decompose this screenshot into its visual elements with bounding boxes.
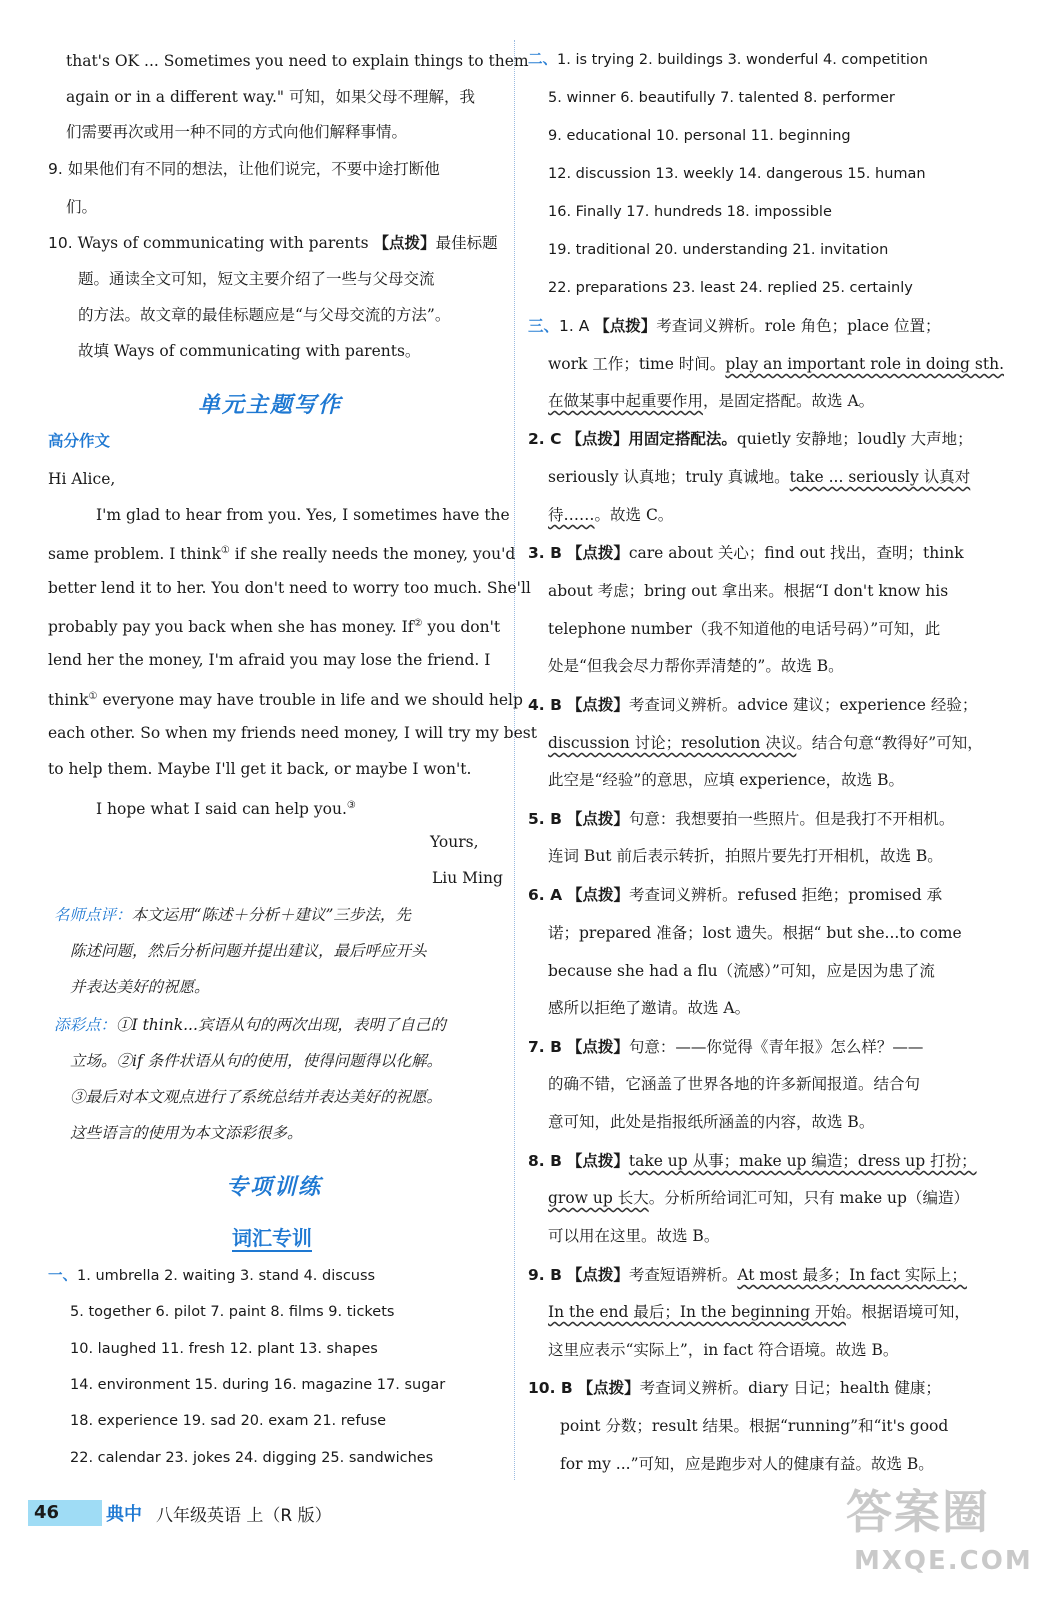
mc-answer-line: 此空是“经验”的意思，应填 experience，故选 B。 [548,771,904,789]
mc-answer-line: work 工作；time 时间。play an important role in doing sth. [548,355,1004,373]
mc-answer-line: In the end 最后；In the beginning 开始。根据语境可知， [548,1303,970,1321]
mc-answer-line: 的确不错，它涵盖了世界各地的许多新闻报道。结合句 [548,1075,921,1093]
passage-line: 们需要再次或用一种不同的方式向他们解释事情。 [66,123,408,141]
teacher-comment-line: 并表达美好的祝愿。 [70,978,210,996]
mc-answer-line: 意可知，此处是指报纸所涵盖的内容，故选 B。 [548,1113,875,1131]
essay-salutation: Hi Alice, [48,470,116,488]
section-title-writing: 单元主题写作 [198,393,343,418]
mc-answer-5: 5. B 【点拨】句意：我想要拍一些照片。但是我打不开相机。 [528,810,955,828]
vocab2-line: 5. winner 6. beautifully 7. talented 8. performer [548,90,895,106]
watermark-text: 答案圈 [846,1485,990,1539]
essay-closing: Yours, [430,833,479,851]
mc-answer-line: 连词 But 前后表示转折，拍照片要先打开相机，故选 B。 [548,847,943,865]
mc-answer-line: 处是“但我会尽力帮你弄清楚的”。故选 B。 [548,657,844,675]
vocab-line: 18. experience 19. sad 20. exam 21. refuse [70,1413,387,1429]
section-title-practice: 专项训练 [226,1175,323,1200]
essay-line: lend her the money, I'm afraid you may lose the friend. I [48,651,491,669]
mc-answer-line: 感所以拒绝了邀请。故选 A。 [548,999,751,1017]
mc-answer-line: telephone number（我不知道他的电话号码）”可知，此 [548,620,941,638]
teacher-comment: 名师点评：本文运用“陈述＋分析＋建议”三步法，先 [54,906,411,924]
highlight-comment-line: 这些语言的使用为本文添彩很多。 [70,1124,303,1142]
mc-answer-8: 8. B 【点拨】take up 从事；make up 编造；dress up 打扮； [528,1152,977,1170]
mc-answer-1: 三、1. A 【点拨】考查词义辨析。role 角色；place 位置； [528,317,941,335]
page-footer [28,1498,428,1530]
mc-answer-line: grow up 长大。分析所给词汇可知，只有 make up（编造） [548,1189,969,1207]
essay-label: 高分作文 [48,432,111,450]
vocab2-line: 19. traditional 20. understanding 21. invitation [548,242,889,258]
mc-answer-line: 待……。故选 C。 [548,506,674,524]
essay-line: each other. So when my friends need money, I will try my best [48,724,537,742]
mc-answer-line: seriously 认真地；truly 真诚地。take ... seriously 认真对 [548,468,971,486]
vocab-line: 10. laughed 11. fresh 12. plant 13. shapes [70,1341,378,1357]
essay-line: probably pay you back when she has money. If② you don't [48,618,501,637]
essay-line: I'm glad to hear from you. Yes, I sometimes have the [96,506,510,524]
section-title-vocab: 词汇专训 [232,1226,312,1250]
series-logo: 典中 [106,1504,142,1525]
watermark-url: MXQE.COM [854,1546,1033,1576]
mc-answer-line: because she had a flu（流感）”可知，应是因为患了流 [548,962,935,980]
vocab-line: 14. environment 15. during 16. magazine 17. sugar [70,1377,446,1393]
essay-line: better lend it to her. You don't need to worry too much. She'll [48,579,531,597]
answer-10: 10. Ways of communicating with parents 【点拨】最佳标题 [48,234,498,252]
mc-answer-6: 6. A 【点拨】考查词义辨析。refused 拒绝；promised 承 [528,886,943,904]
essay-line: same problem. I think① if she really needs the money, you'd [48,545,516,564]
teacher-comment-line: 陈述问题，然后分析问题并提出建议，最后呼应开头 [70,942,427,960]
vocab2-line: 二、1. is trying 2. buildings 3. wonderful 4. competition [528,52,928,68]
vocab2-line: 16. Finally 17. hundreds 18. impossible [548,204,832,220]
mc-answer-10: 10. B 【点拨】考查词义辨析。diary 日记；health 健康； [528,1379,941,1397]
mc-answer-line: 这里应表示“实际上”，in fact 符合语境。故选 B。 [548,1341,899,1359]
book-title: 八年级英语 上（R 版） [156,1506,332,1526]
highlight-comment-line: 立场。②if 条件状语从句的使用，使得问题得以化解。 [70,1052,443,1070]
mc-answer-2: 2. C 【点拨】用固定搭配法。quietly 安静地；loudly 大声地； [528,430,973,448]
mc-answer-4: 4. B 【点拨】考查词义辨析。advice 建议；experience 经验； [528,696,978,714]
mc-answer-3: 3. B 【点拨】care about 关心；find out 找出，查明；think [528,544,964,562]
mc-answer-line: 在做某事中起重要作用，是固定搭配。故选 A。 [548,392,875,410]
essay-line: to help them. Maybe I'll get it back, or maybe I won't. [48,760,472,778]
column-divider [514,40,515,1480]
vocab-line: 一、1. umbrella 2. waiting 3. stand 4. discuss [48,1268,376,1284]
vocab-line: 5. together 6. pilot 7. paint 8. films 9. tickets [70,1304,395,1320]
mc-answer-9: 9. B 【点拨】考查短语辨析。At most 最多；In fact 实际上； [528,1266,967,1284]
vocab2-line: 12. discussion 13. weekly 14. dangerous 15. human [548,166,926,182]
mc-answer-line: discussion 讨论；resolution 决议。结合句意“教得好”可知， [548,734,983,752]
mc-answer-line: 可以用在这里。故选 B。 [548,1227,720,1245]
essay-line: think① everyone may have trouble in life and we should help [48,691,523,710]
answer-10-line: 题。通读全文可知，短文主要介绍了一些与父母交流 [78,270,435,288]
mc-answer-line: point 分数；result 结果。根据“running”和“it's good [560,1417,949,1435]
passage-line: again or in a different way." 可知，如果父母不理解，我 [66,88,475,106]
vocab2-line: 22. preparations 23. least 24. replied 25. certainly [548,280,913,296]
passage-line: that's OK ... Sometimes you need to explain things to them [66,52,529,70]
vocab-line: 22. calendar 23. jokes 24. digging 25. sandwiches [70,1450,434,1466]
mc-answer-line: for my ...”可知，应是跑步对人的健康有益。故选 B。 [560,1455,934,1473]
page-number: 46 [28,1500,102,1526]
vocab2-line: 9. educational 10. personal 11. beginning [548,128,851,144]
essay-line: I hope what I said can help you.③ [96,800,356,819]
answer-10-line: 故填 Ways of communicating with parents。 [78,342,421,360]
mc-answer-line: about 考虑；bring out 拿出来。根据“I don't know his [548,582,949,600]
mc-answer-line: 诺；prepared 准备；lost 遗失。根据“ but she...to come [548,924,962,942]
mc-answer-7: 7. B 【点拨】句意：——你觉得《青年报》怎么样？—— [528,1038,924,1056]
answer-10-line: 的方法。故文章的最佳标题应是“与父母交流的方法”。 [78,306,451,324]
answer-9-cont: 们。 [66,198,98,216]
highlight-comment: 添彩点：①I think...宾语从句的两次出现，表明了自己的 [54,1016,446,1034]
highlight-comment-line: ③最后对本文观点进行了系统总结并表达美好的祝愿。 [70,1088,443,1106]
watermark [824,1476,1033,1588]
essay-signature: Liu Ming [432,869,503,887]
answer-9: 9. 如果他们有不同的想法，让他们说完，不要中途打断他 [48,160,440,178]
